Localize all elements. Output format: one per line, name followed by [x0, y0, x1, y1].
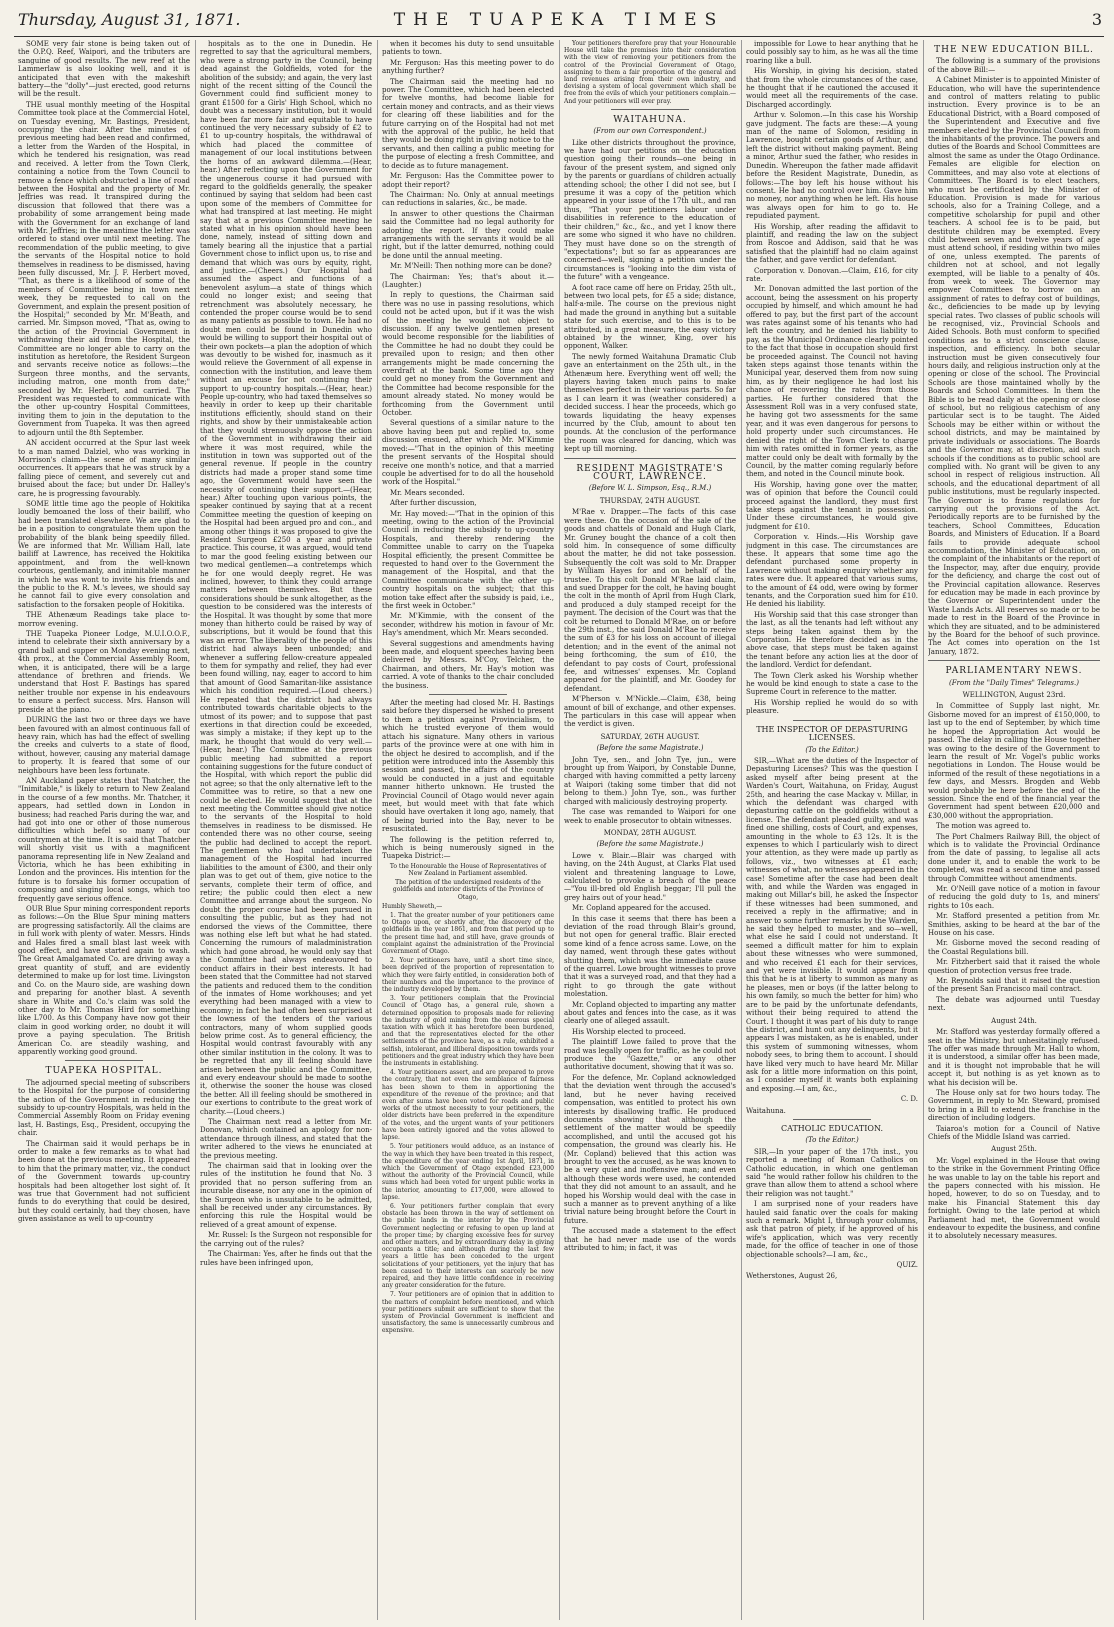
news-paragraph: THE usual monthly meeting of the Hospital Committee took place at the Commercial Hotel, on Tuesday evening, Mr. Bastings, President, occupying the chair. After the minutes of previous meeting had been read and confirmed, a letter from the Warden of the Hospital, in which he tendered his resignation, was read and received. A letter from the Town Clerk, containing a notice from the Town Council to remove a fence which obstructed a line of road between the Hospital and the property of Mr. Jeffries was read. It transpired during the discussion that followed that there was a probability of some arrangement being made with the Government for an exchange of land with Mr. Jeffries; in the meantime the letter was ordered to stand over until next meeting. The recommendation of the public meeting, to give the servants of the Hospital notice to hold themselves in readiness to be dismissed, having been fully discussed, Mr. J. F. Herbert moved, "That, as there is a likelihood of some of the members of Committee being in town next week, they be requested to call on the Government, and explain the present position of the Hospital;" seconded by Mr. M'Beath, and carried. Mr. Simpson moved, "That as, owing to the action of the Provincial Government in withdrawing their aid from the Hospital, the Committee are no longer able to carry on the institution as heretofore, the Resident Surgeon and servants receive notice as follows:—the Surgeon three months, and the servants, including matron, one month from date;" seconded by Mr. Herbert, and carried. The President was requested to communicate with the other up-country Hospital Committees, inviting them to join in the deputation to the Government from Tuapeka. It was then agreed to adjourn until the 8th September.: [18, 100, 190, 437]
news-paragraph: The following is a summary of the provisions of the above Bill:—: [928, 57, 1100, 74]
news-paragraph: Mr. Reynolds said that it raised the question of the present San Francisco mail contract.: [928, 977, 1100, 994]
petition-line: 3. Your petitioners complain that the Provincial Council of Otago has, a general rule, shown a determined opposition to proposals made for relieving the industry of gold mining from the onerous special taxation with which it has heretofore been burdened, and that the representatives elected for the other settlements of the province have, as a rule, exhibited a selfish, intolerant, and illiberal disposition towards your petitioners and the great industry which they have been the instruments in establishing.: [382, 995, 554, 1068]
news-dateline: WELLINGTON, August 23rd.: [962, 691, 1066, 700]
news-paragraph: The plaintiff Lowe failed to prove that the road was legally open for traffic, as he could not produce the "Gazette," or any other authoritative document, showing that it was so.: [564, 1038, 736, 1072]
news-paragraph: In Committee of Supply last night, Mr. Gisborne moved for an imprest of £150,000, to last up to the end of September, by which time he hoped the Appropriation Act would be passed. The delay in calling the House together was owing to the desire of the Government to learn the result of Mr. Vogel's public works negotiations in London. The House would be informed of the result of these negotiations in a few days, and Messrs. Brogden and Webb would probably be here before the end of the session. Since the end of the financial year the Government had spent between £20,000 and £30,000 without the appropriation.: [928, 702, 1100, 820]
masthead: [14, 6, 1104, 37]
news-paragraph: THE Athenæum Readings take place to-morrow evening.: [18, 611, 190, 628]
byline: (To the Editor.): [805, 1136, 859, 1145]
news-paragraph: The House only sat for two hours today. The Government, in reply to Mr. Steward, promised to bring in a Bill to extend the franchise in the direction of including lodgers.: [928, 1088, 1100, 1123]
section-heading: PARLIAMENTARY NEWS.: [945, 666, 1083, 677]
news-paragraph: For the defence, Mr. Copland acknowledged that the deviation went through the accused's land, but he never having received compensation, was entitled to protect his own interests by disallowing traffic. He produced documents showing that although the settlement of the matter would be speedily accomplished, and until the accused got his compensation, the ground was clearly his. He (Mr. Copland) believed that this action was brought to vex the accused, as he was known to be a very quiet and inoffensive man; and even although these words were used, he contended that they did not amount to an assault, and he hoped his Worship would deal with the case in such a manner as to prevent anything of a like trivial nature being brought before the Court in future.: [564, 1073, 736, 1225]
news-paragraph: Mr. Stafford presented a petition from Mr. Smithies, asking to be heard at the bar of the House on his case.: [928, 912, 1100, 938]
petition-line: The petition of the undersigned residents of the goldfields and interior districts of the Province of Otago,: [392, 879, 544, 901]
news-paragraph: The Chairman: Yes, after he finds out that the rules have been infringed upon,: [200, 1250, 372, 1267]
byline: (Before the same Magistrate.): [596, 840, 704, 849]
petition-line: 4. Your petitioners assert, and are prepared to prove the contrary, that not even the semblance of fairness has been shown to them in apportioning the expenditure of the revenue of the province; and that even after sums have been voted for roads and public works of the utmost necessity to your petitioners, the older districts have been preferred in the expenditure of the votes, and the urgent wants of your petitioners have been entirely ignored and the votes allowed to lapse.: [382, 1069, 554, 1142]
news-paragraph: Mr. Gisborne moved the second reading of the Coastal Regulations bill.: [928, 939, 1100, 956]
column-rule: [377, 40, 378, 1620]
section-heading: THE NEW EDUCATION BILL.: [934, 45, 1094, 55]
petition-line: 5. Your petitioners would adduce, as an instance of the way in which they have been treated in this respect, the expenditure of the year ending 1st April, 1871, in which the Government of Otago expended £23,000 without the authority of the Provincial Council, while sums which had been voted for urgent public works in the interior, amounting to £17,000, were allowed to lapse.: [382, 1143, 554, 1201]
news-paragraph: impossible for Lowe to hear anything that he could possibly say to him, as he was all the time roaring like a bull.: [746, 40, 918, 65]
news-paragraph: I am surprised none of your readers have hauled said fanatic over the coals for making such a remark. Might I, through your columns, ask that patron of piety, if he approved of his wife's application, which was very recently made, for the office of teacher in one of those objectionable schools?—I am, &c.,: [746, 1200, 918, 1259]
news-paragraph: M'Pherson v. M'Nickle.—Claim, £38, being amount of bill of exchange, and other expenses. The particulars in this case will appear when the verdict is given.: [564, 695, 736, 729]
column-3: [382, 40, 554, 1620]
news-paragraph: Mr. Ferguson: Has the Committee power to adopt their report?: [382, 172, 554, 189]
byline: (From our own Correspondent.): [593, 127, 707, 136]
news-paragraph: His Worship replied he would do so with pleasure.: [746, 698, 918, 716]
news-dateline: August 25th.: [991, 1145, 1037, 1154]
news-paragraph: Mr. Hay moved:—"That in the opinion of this meeting, owing to the action of the Provincial Council in reducing the subsidy to up-country Hospitals, and thereby rendering the Committee unable to carry on the Tuapeka Hospital efficiently, the present Committee be requested to hand over to the Government the management of the Hospital, and that the Committee communicate with the other up-country hospitals on the subject; that this motion take effect after the subsidy is paid, i.e., the first week in October.": [382, 509, 554, 610]
news-paragraph: The following is the petition referred to, which is being numerously signed in the Tuapeka District:—: [382, 835, 554, 861]
section-heading: CATHOLIC EDUCATION.: [780, 1123, 883, 1133]
signature: C. D.: [900, 1095, 918, 1104]
news-paragraph: In reply to questions, the Chairman said there was no use in passing resolutions, which could not be acted upon, but if it was the wish of the meeting he would not object to discussion. If any twelve gentlemen present would become responsible for the liabilities of the Committee he had no doubt they could be prevailed upon to resign; and then other arrangements might be made concerning the overdraft at the bank. Some time ago they could get no money from the Government and the Committee had become responsible for the amount already stated. No money would be forthcoming from the Government until October.: [382, 291, 554, 418]
petition-line: Humbly Sheweth,—: [382, 902, 443, 910]
news-paragraph: Corporation v. Hinds.—His Worship gave judgment in this case. The circumstances are these. It appears that some time ago the defendant purchased some property in Lawrence without making enquiry whether any rates were due. It appeared that various sums, to the amount of £4 odd, were owing by former tenants, and the Corporation sued him for £10. He denied his liability.: [746, 533, 918, 609]
newspaper-title: THE TUAPEKA TIMES: [393, 10, 725, 30]
news-paragraph: In answer to other questions the Chairman said the Committee had no legal authority for adopting the report. If they could make arrangements with the servants it would be all right, but if the latter demurred, nothing could be done until the annual meeting.: [382, 209, 554, 260]
news-paragraph: AN Auckland paper states that Thatcher, the "Inimitable," is likely to return to New Zealand in the course of a few months. Mr. Thatcher, it appears, had settled down in London in business; had reached Paris during the war, and had got into one or other of those numerous difficulties which befel so many of our countrymen at the time. It is said that Thatcher will shortly visit us with a magnificent panorama representing life in New Zealand and Victoria, which he has been exhibiting in London and the provinces. His intention for the future is to forsake his former occupation of composing and singing local songs, which too frequently gave serious offence.: [18, 776, 190, 903]
section-heading: WAITAHUNA.: [613, 114, 687, 125]
news-paragraph: The Chairman said it would perhaps be in order to make a few remarks as to what had been done at the previous meeting. It appeared to him that the primary matter, viz., the conduct of the Government towards up-country hospitals had been altogether lost sight of. It was true that Government had not sufficient funds to do everything that could be desired, but they could certainly, had they chosen, have given assistance as well to up-country: [18, 1139, 190, 1224]
news-paragraph: His Worship, in giving his decision, stated that from the whole circumstances of the case, he thought that if he cautioned the accused it would meet all the requirements of the case. Discharged accordingly.: [746, 67, 918, 109]
news-paragraph: His Worship, after reading the affidavit to plaintiff, and reading the law on the subject from Roscoe and Addison, said that he was satisfied that the plaintiff had no claim against the father, and gave verdict for defendant.: [746, 222, 918, 265]
news-paragraph: Mr. Donovan admitted the last portion of the account, being the assessment on his property occupied by himself, and which amount he had offered to pay, but the first part of the account was rates against some of his tenants who had left the country, and he denied his liability to pay, as the Municipal Ordinance clearly pointed to the fact that those in occupation should first be proceeded against. The Council not having taken steps against those tenants within the Municipal year, deserved them from now suing him, as by their negligence he had lost his chance of recovering the rates from those parties. He further considered that the Assessment Roll was in a very confused state, he having got two assessments for the same year, and it was even dangerous for persons to hold property under such circumstances. He denied the right of the Town Clerk to charge him with rates omitted in former years, as the matter could only be dealt with formally by the Council, by the matter coming regularly before them, and noted in the Council minute book.: [746, 285, 918, 479]
column-4: [564, 40, 736, 1620]
news-paragraph: Mr. O'Neill gave notice of a motion in favour of reducing the gold duty to 1s, and miners' rights to 10s each.: [928, 885, 1100, 910]
section-heading: THE INSPECTOR OF DEPASTURING LICENSES.: [756, 724, 908, 743]
news-paragraph: The accused made a statement to the effect that he had never made use of the words attributed to him; in fact, it was: [564, 1227, 736, 1253]
news-paragraph: The newly formed Waitahuna Dramatic Club gave an entertainment on the 25th ult., in the Athenæum here. Everything went off well; the players having taken much pains to make themselves perfect in their various parts. So far as I can learn it was (weather considered) a decided success. I hear the proceeds, which go towards liquidating the heavy expenses incurred by the Club, amount to about ten pounds. At the conclusion of the performance the room was cleared for dancing, which was kept up till morning.: [564, 352, 736, 454]
news-paragraph: His Worship, having gone over the matter, was of opinion that before the Council could proceed against the landlord, they must first take steps against the tenant in possession. Under these circumstances, he would give judgment for £10.: [746, 480, 918, 531]
news-dateline: August 24th.: [991, 1016, 1037, 1025]
column-rule: [559, 40, 560, 1620]
column-6: [928, 40, 1100, 1620]
news-paragraph: The debate was adjourned until Tuesday next.: [928, 995, 1100, 1013]
news-paragraph: The motion was agreed to.: [936, 822, 1031, 831]
news-paragraph: hospitals as to the one in Dunedin. He regretted to say that the agricultural members, who were a strong party in the Council, being dead against the Goldfields, voted for the abolition of the subsidy; and again, the very last night of the recent sitting of the Council the Government could find sufficient money to grant £1500 for a Girls' High School, which no doubt was a necessary institution, but it would have been far more fair and equitable to have continued the very necessary subsidy of £2 to £1 to up-country hospitals, the withdrawal of which had placed the committee of management of our local institutions between the horns of an awkward dilemma.—(Hear, hear.) After reflecting upon the Government for the ungenerous course it had pursued with regard to the goldfields generally, the speaker continued by saying that seldom had been cast upon some of the members of Committee for what had transpired at last meeting. He might say that at a previous Committee meeting he stated what in his opinion should have been done, namely, instead of sitting down and tamely bearing all the injustice that a partial Government chose to inflict upon us, to rise and demand that which was ours by equity, right, and justice.—(Cheers.) Our Hospital had assumed the aspect and functions of a benevolent asylum—a state of things which could no longer exist; and seeing that retrenchment was absolutely necessary, he contended the proper course would be to send as many patients as possible to town. He had no doubt men could be found in Dunedin who would be willing to support their hospital out of their own pockets—a plan the adoption of which was devoutly to be wished for, inasmuch as it would relieve the Government of all expense in connection with the institution, and leave them without an excuse for not continuing their support to up-country hospitals.—(Hear, hear.) People up-country, who had taxed themselves so heavily in order to keep up their charitable institutions efficiently, should stand on their rights, and show by their unmistakeable action that they would strenuously oppose the action of the Government in withdrawing their aid where it was most required, while the institution in town was supported out of the general revenue. If people in the country districts had made a proper stand some time ago, the Government would have seen the necessity of continuing their support.—(Hear, hear.) After touching upon various points, the speaker continued by saying that at a recent Committee meeting the question of keeping on the Hospital had been argued pro and con., and among other things it was proposed to give the Resident Surgeon £250 a year and private practice. This course, it was argued, would tend to mar the good feeling existing between our two medical gentlemen—a contretemps which he for one would deeply regret. He was inclined, however, to think they could arrange matters between themselves. But these considerations should be sunk altogether, as the question to be considered was the interests of the Hospital. It was thought by some that more money than hitherto could be raised by way of subscriptions, but it would be found that this was an error. The liberality of the people of this district had always been unbounded; and whenever a suffering fellow-creature appealed to them for sympathy and relief, they had ever been found willing, nay, eager to accord to him that amount of Good Samaritan-like assistance which his condition required.—(Loud cheers.) He repeated that the district had always contributed towards charitable objects to the utmost of its power; and to suppose that past exertions in that direction could be exceeded, was simply a mistake; if they kept up to the mark, he thought that would do very well.—(Hear, hear.) The Committee at the previous public meeting had submitted a report containing suggestions for the future conduct of the Hospital, with which report the public did not agree; so that the only alternative left to the Committee was to retire, so that a new one could be elected. He would suggest that at the next meeting the Committee should give notice to the servants of the Hospital to hold themselves in readiness to be dismissed. He contended there was no other course, seeing the public had declined to accept the report. The gentlemen who had undertaken the management of the Hospital had incurred liabilities to the amount of £300, and their only plan was to get out of them, give notice to the servants, complete their term of office, and retire; the public could then elect a new Committee and arrange about the surgeon. No doubt the proper course had been pursued in consulting the public, but as they had not endorsed the views of the Committee, there was nothing else left but what he had stated. Concerning the rumours of maladministration which had gone abroad, he would only say that the Committee had always endeavoured to conduct affairs in their best interests. It had been stated that the Committee had not starved the patients and reduced them to the condition of the inmates of Home workhouses; and yet everything had been managed with a view to economy; in fact he had often been surprised at the lowness of the tenders of the various contractors, many of whom supplied goods below prime cost. As to general efficiency, the Hospital would contrast favourably with any other similar institution in the colony. It was to be regretted that any ill feeling should have arisen between the public and the Committee, and every endeavour should be made to soothe it, otherwise the sooner the house was closed the better. All ill feeling should be smothered in our exertions to contribute to the great work of charity.—(Loud cheers.): [200, 40, 372, 1116]
section-heading: RESIDENT MAGISTRATE'S COURT, LAWRENCE.: [576, 463, 724, 483]
news-paragraph: Mr. Copland appeared for the accused.: [572, 904, 711, 913]
news-paragraph: THE Tuapeka Pioneer Lodge, M.U.I.O.O.F., intend to celebrate their sixth anniversary by a grand ball and supper on Monday evening next, 4th prox., at the Commercial Assembly Room, when, it is anticipated, there will be a large attendance of brethren and friends. We understand that Host F. Bastings has spared neither trouble nor expense in his endeavours to ensure a perfect success. Mrs. Hanson will preside at the piano.: [18, 630, 190, 714]
petition-line: 6. Your petitioners further complain that every obstacle has been thrown in the way of settlement on the public lands in the interior by the Provincial Government neglecting or refusing to open up land at the proper time; by charging excessive fees for survey and other matters, and by extraordinary delay in giving occupants a title; and although during the last few years a little has been conceded to the urgent solicitations of your petitioners, yet the injury that has been caused to their interests can scarcely be now repaired, and they have little confidence in receiving any greater consideration for the future.: [382, 1202, 554, 1290]
news-paragraph: The chairman said that in looking over the rules of the institution he found that No. 3 provided that no person suffering from an incurable disease, nor any one in the opinion of the Surgeon who is unsuitable to be admitted, shall be received under any circumstances. By enforcing this rule the Hospital would be relieved of a great amount of expense.: [200, 1162, 372, 1229]
news-paragraph: Mr. M'Kimmie, with the consent of the seconder, withdrew his motion in favour of Mr. Hay's amendment, which Mr. Mears seconded.: [382, 612, 554, 638]
news-paragraph: A Cabinet Minister is to appointed Minister of Education, who will have the superintendence and control of matters relating to public instruction. Every province is to be an Educational District, with a Board composed of the Superintendent and Executive and five members elected by the Provincial Council from the inhabitants of the province. The powers and duties of the Boards and School Committees are almost the same as under the Otago Ordinance. Females are eligible for election on Committees, and may also vote at elections of Committees. The Board is to elect teachers, who must be certificated by the Minister of Education. Provision is made for various schools, also for a Training College, and a competitive scholarship for pupil and other teachers. A school fee is to be paid, but destitute children may be exempted. Every child between seven and twelve years of age must attend school, if residing within two miles of one, unless exempted. The parents of children not at school, and not legally exempted, will be liable to a penalty of 40s. from week to week. The Governor may empower Committees to borrow on an assignment of rates to defray cost of buildings, &c., deficiencies to be made up by levying special rates. Two classes of public schools will be recognised, viz., Provincial Schools and Aided Schools. Both must conform to specified conditions as to a strict conscience clause, inspection, and efficiency. In both secular instruction must be given consecutively four hours daily, and religious instruction only at the opening or close of the school. The Provincial Schools are those maintained wholly by the Boards and School Committees. In them the Bible is to be read daily at the opening or close of school, but no religious catechism of any particular sect is to be taught. The Aided Schools may be either within or without the school districts, and may be maintained by private individuals or associations. The Boards and the Governor may, at discretion, aid such schools if the conditions as to public school are complied with. No grant will be given to any school in respect of religious instruction. All schools, and the educational department of all public institutions, must be regularly inspected. The Governor is to frame regulations for carrying out the provisions of the Act. Periodically reports are to be furnished by the teachers, School Committees, Education Boards, and Ministers of Education. If a Board fails to provide adequate school accommodation, the Minister of Education, on the complaint of the inhabitants or the report of the Inspector, may, after due enquiry, provide for the deficiency, and charge the cost out of the Provincial capitation allowance. Reserves for education may be made in each province by the Governor or Superintendent under the Waste Lands Acts. All reserves so made or to be made to rest in the Board of the Province in which they are situated, and to be administered by the Board for the behoof of such province. The Act comes into operation on the 1st January, 1872.: [928, 76, 1100, 656]
news-paragraph: Taiaroa's motion for a Council of Native Chiefs of the Middle Island was carried.: [928, 1124, 1100, 1141]
court-date: MONDAY, 28TH AUGUST.: [603, 828, 697, 837]
news-paragraph: when it becomes his duty to send unsuitable patients to town.: [382, 40, 554, 57]
news-paragraph: Mr. Copland objected to imparting any matter about gates and fences into the case, as it was clearly one of alleged assault.: [564, 1000, 736, 1026]
news-paragraph: Mr. Ferguson: Has this meeting power to do anything further?: [382, 58, 554, 76]
news-paragraph: Mr. M'Neill: Then nothing more can be done?: [390, 262, 552, 271]
news-paragraph: Lowe v. Blair.—Blair was charged with having, on the 24th August, at Clarks Flat used violent and threatening language to Lowe, calculated to provoke a breach of the peace—"You ill-bred old English beggar; I'll pull the grey hairs out of your head.": [564, 851, 736, 902]
news-paragraph: SIR,—In your paper of the 17th inst., you reported a meeting of Roman Catholics on Catholic education, in which one gentleman said "he would rather follow his children to the grave than allow them to attend a school where their religion was not taught.": [746, 1147, 918, 1198]
section-divider: [611, 109, 688, 110]
dateline: Waitahuna.: [746, 1106, 786, 1115]
news-paragraph: A foot race came off here on Friday, 25th ult., between two local pets, for £5 a side; distance, half-a-mile. The course on the previous night had made the ground in anything but a suitable state for such exercise, and to this is to be attributed, in a great measure, the easy victory obtained by the winner, King, over his opponent, Walker.: [564, 283, 736, 351]
news-paragraph: The adjourned special meeting of subscribers to the Hospital for the purpose of considering the action of the Government in reducing the subsidy to up-country Hospitals, was held in the Commercial Assembly Room on Friday evening last, H. Bastings, Esq., President, occupying the chair.: [18, 1078, 190, 1138]
news-paragraph: After further discussion,: [390, 499, 477, 508]
news-paragraph: In this case it seems that there has been a deviation of the road through Blair's ground, but not open for general traffic. Blair erected some kind of a fence across same. Lowe, on the day named, went through these gates without shutting them, which was the immediate cause of the quarrel. Lowe brought witnesses to prove that it was a surveyed road, and that they had a right to go through the gate without molestation.: [564, 914, 736, 999]
news-paragraph: AN accident occurred at the Spur last week to a man named Dalziel, who was working in Morrison's claim—the scene of many similar occurrences. It appears that he was struck by a falling piece of cement, and severely cut and bruised about the face; but under Dr. Halley's care, he is progressing favourably.: [18, 439, 190, 498]
byline: (Before the same Magistrate.): [596, 744, 704, 753]
page-number: 3: [1091, 10, 1102, 29]
petition-line: 2. Your petitioners have, until a short time since, been deprived of the proportion of representation to which they were fairly entitled, in consideration both of their numbers and the importance to the province of the industry developed by them.: [382, 957, 554, 994]
news-paragraph: Arthur v. Solomon.—In this case his Worship gave judgment. The facts are these:—A young man of the name of Solomon, residing in Lawrence, bought certain goods of Arthur, and left the district without making payment. Being a minor, Arthur sued the father, who resides in Dunedin. Whereupon the father made affidavit before the Resident Magistrate, Dunedin, as follows:—The boy left his house without his consent. He had no control over him. Gave him no money, nor anything when he left. His house was always open for him to go to. He repudiated payment.: [746, 111, 918, 221]
byline: (To the Editor.): [805, 745, 859, 754]
news-paragraph: Mr. Fitzherbert said that it raised the whole question of protection versus free trade.: [928, 958, 1100, 975]
petition-line: 1. That the greater number of your petitioners came to Otago upon, or shortly after, the discovery of the goldfields in the year 1861, and from that period up to the present time had, and still have, grave grounds of complaint against the administration of the Provincial Government of Otago.: [382, 912, 554, 956]
column-rule: [741, 40, 742, 1620]
news-paragraph: Several suggestions and amendments having been made, and eloquent speeches having been delivered by Messrs. M'Coy, Telcher, the Chairman, and others, Mr. Hay's motion was carried. A vote of thanks to the chair concluded the business.: [382, 639, 554, 690]
news-paragraph: M'Rae v. Drapper.—The facts of this case were these. On the occasion of the sale of the goods and chattels of Donald and Hugh Clark, Mr. Gruney bought the chance of a colt then sold him. In consequence of some difficulty about the matter, he did not take possession. Subsequently the colt was sold to Mr. Drapper by William Hayes for and on behalf of the trustee. To this colt Donald M'Rae laid claim, and sued Drapper for the colt, he having bought the colt in the month of April from Hugh Clark, and produced a duly stamped receipt for the payment. The decision of the Court was that the colt be returned to Donald M'Rae, on or before the 29th inst., the said Donald M'Rae to receive the sum of £3 for his loss on account of illegal detention; and in the event of the animal not being forthcoming, the sum of £10, the defendant to pay costs of Court, professional fee, and witnesses' expenses. Mr. Copland appeared for the plaintiff, and Mr. Goodey for defendant.: [564, 508, 736, 693]
byline: (From the "Daily Times" Telegrams.): [949, 678, 1079, 687]
column-1: [18, 40, 190, 1620]
news-paragraph: The Chairman said the meeting had no power. The Committee, which had been elected for twelve months, had become liable for certain money and contracts, and as their views for clearing off these liabilities and for the future carrying on of the Hospital had not met with the approval of the public, he held that they would be doing right in giving notice to the servants, and then calling a public meeting for the purpose of electing a fresh Committee, and to decide as to future management.: [382, 77, 554, 170]
news-paragraph: His Worship said that this case stronger than the last, as all the tenants had left without any steps being taken against them by the Corporation. He therefore decided as in the above case, that steps must be taken against the tenant before any action lies at the door of the landlord. Verdict for defendant.: [746, 610, 918, 670]
news-paragraph: Mr. Vogel explained in the House that owing to the strike in the Government Printing Office he was unable to lay on the table his report and the papers connected with his mission. He hoped, however, to do so on Tuesday, and to make his Financial Statement this day fortnight. Owing to the late period at which Parliament had met, the Government would endeavour to expedite the business, and confine it to absolutely necessary measures.: [928, 1156, 1100, 1241]
column-2: [200, 40, 372, 1620]
court-date: THURSDAY, 24TH AUGUST.: [599, 496, 701, 505]
section-divider: [928, 660, 1100, 661]
petition-line: To the Honourable the House of Representatives of New Zealand in Parliament assembled.: [389, 862, 547, 877]
signature: QUIZ.: [896, 1261, 918, 1270]
column-5: [746, 40, 918, 1620]
petition-line: 7. Your petitioners are of opinion that in addition to the matters of complaint before mentioned, and which your petitioners submit are sufficient to show that the system of Provincial Government is inefficient and unsatisfactory, the same is unnecessarily cumbrous and expensive.: [382, 1291, 554, 1335]
news-paragraph: Mr. Stafford was yesterday formally offered a seat in the Ministry, but unhesitatingly refused. The offer was made through Mr. Hall to whom, it is understood, a similar offer has been made, and it is thought not improbable that he will accept it, but nothing is as yet known as to what his decision will be.: [928, 1028, 1100, 1087]
news-paragraph: The Chairman next read a letter from Mr. Donovan, which contained an apology for non-attendance through illness, and stated that the writer adhered to the views he enunciated at the previous meeting.: [200, 1118, 372, 1160]
news-paragraph: John Tye, sen., and John Tye, jun., were brought up from Waipori, by Constable Dunne, charged with having committed a petty larceny at Waipori (taking some timber that did not belong to them.) John Tye, son., was further charged with maliciously destroying property.: [564, 755, 736, 806]
byline: (Before W. L. Simpson, Esq., R.M.): [588, 484, 712, 493]
section-divider: [65, 1060, 142, 1061]
section-divider: [793, 720, 870, 721]
news-paragraph: The case was remanded to Waipori for one week to enable prosecutor to obtain witnesses.: [564, 808, 736, 825]
news-paragraph: SIR,—What are the duties of the Inspector of Depasturing Licenses? This was the question I asked myself after being present at the Warden's Court, Waitahuna, on Friday, August 25th, and hearing the case Mackay v. Millar, in which the defendant was charged with depasturing cattle on the goldfields without a license. The defendant pleaded guilty, and was fined one shilling, costs of Court, and expenses, amounting in the whole to £3 12s. It is the expenses to which I particularly wish to direct your attention, as they were made up partly as follows, viz., two witnesses at £1 each; witnesses of what, no witnesses appeared in the case! Sometime after the case had been dealt with, and while the Warden was engaged in making out Millar's bill, he asked the Inspector if these witnesses had been summoned, and received a reply in the affirmative; and in answer to some further remarks by the Warden, he said they helped to muster, and so—well, what else he said I could not understand. It seemed a difficult matter for him to explain about these witnesses who were summoned, and who received £1 each for their services, and yet were invisible. It would appear from this that he is at liberty to summon as many as he pleases, men or boys (if the latter belong to his own family, so much the better for him) who are to be paid by the unfortunate defendants, without their being required to attend the Court. I thought it was part of his duty to range the district, and hunt out any delinquents, but it appears I was mistaken, as he is enabled, under this system of summoning witnesses, whom nobody sees, to bring them to account. I should have liked very much to have heard Mr. Millar ask for a little more information on this point, as I consider myself it wants both explaining and exposing.—I am, &c.,: [746, 756, 918, 1093]
news-paragraph: The Port Chalmers Railway Bill, the object of which is to validate the Provincial Ordinance from the date of passing, to legalise all acts done under it, and to enable the work to be completed, was read a second time and passed through Committee without amendments.: [928, 832, 1100, 883]
news-paragraph: Like other districts throughout the province, we have had our petitions on the education question going their rounds—one being in favour of the present system, and signed only by the parents or guardians of children actually attending school; the other I did not see, but I presume it was a copy of the petition which appeared in your issue of the 17th ult., and ran thus, "That your petitioners labour under disabilities in reference to the education of their children," &c., &c., and yet I know there are some who signed it who have no children. They must have done so on the strength of "expectations"; but so far as appearances are concerned—well, signing a petition under the circumstances is "looking into the dim vista of the future" with a vengeance.: [564, 138, 736, 282]
court-date: SATURDAY, 26TH AUGUST.: [600, 732, 700, 741]
dateline: Wetherstones, August 26,: [746, 1272, 838, 1281]
news-paragraph: Mr. Russel: Is the Surgeon not responsible for the carrying out of the rules?: [200, 1231, 372, 1248]
issue-date: Thursday, August 31, 1871.: [18, 10, 241, 29]
news-paragraph: OUR Blue Spur mining correspondent reports as follows:—On the Blue Spur mining matters are progressing satisfactorily. All the claims are in full work with plenty of water. Messrs. Hinds and Hales fired a small blast last week with good effect, and have started again to wash. The Great Amalgamated Co. are driving away a great quantity of stuff, and are evidently determined to make up for lost time. Livingston and Co. on the Mauro side, are washing down and preparing for another blast. A seventh share in White and Co.'s claim was sold the other day to Mr. Thomas Hird for something like L700. As this Company have now got their claim in good working order, no doubt it will prove a paying speculation. The British American Co. are steadily washing, and apparently working good ground.: [18, 905, 190, 1056]
news-paragraph: Several questions of a similar nature to the above having been put and replied to, some discussion ensued, after which Mr. M'Kimmie moved:—"That in the opinion of this meeting the present servants of the Hospital should receive one month's notice, and that a married couple be advertised for to do all the household work of the Hospital.": [382, 419, 554, 487]
section-heading: TUAPEKA HOSPITAL.: [45, 1066, 163, 1077]
news-paragraph: SOME very fair stone is being taken out of the O.P.Q. Reef, Waipori, and the tributers are sanguine of good results. The new reef at the Lammerlaw is also looking well, and it is anticipated that even with the makeshift battery—the "dolly"—just erected, good returns will be the result.: [18, 40, 190, 99]
news-paragraph: The Town Clerk asked his Worship whether he would be kind enough to state a case to the Supreme Court in reference to the matter.: [746, 671, 918, 697]
section-divider: [793, 1119, 870, 1120]
section-divider: [564, 458, 736, 459]
news-paragraph: His Worship elected to proceed.: [572, 1027, 686, 1036]
petition-line: Your petitioners therefore pray that your Honourable House will take the premises into their consideration with the view of removing your petitioners from the control of the Provincial Government of Otago, assigning to them a fair proportion of the general and land revenues arising from their own industry, and devising a system of local government which shall be free from the evils of which your petitioners complain.—And your petitioners will ever pray.: [564, 40, 736, 105]
column-rule: [195, 40, 196, 1620]
news-paragraph: Mr. Mears seconded.: [390, 488, 465, 497]
column-rule: [923, 40, 924, 1620]
news-paragraph: DURING the last two or three days we have been favoured with an almost continuous fall of heavy rain, which has had the effect of swelling the creeks and culverts to a state of flood, without, however, causing any material damage to property. It is feared that some of our neighbours have been less fortunate.: [18, 716, 190, 775]
news-paragraph: Corporation v. Donovan.—Claim, £16, for city rate.: [746, 266, 918, 283]
news-paragraph: The Chairman: Yes; that's about it.—(Laughter.): [382, 272, 554, 289]
news-paragraph: After the meeting had closed Mr. H. Bastings said before they dispersed he wished to present to them a petition against Provincialism, to which he trusted everyone of them would attach his signature. Many others in various parts of the province were at one with him in the object he desired to accomplish, and if the petition were introduced into the Assembly this session and passed, the affairs of the country would be conducted in a just and equitable manner hitherto unknown. He trusted the Provincial Council of Otago would never again meet, but would meet with that fate which should have overtaken it long ago, namely, that of being buried into the Bay, never to be resuscitated.: [382, 699, 554, 834]
news-paragraph: SOME little time ago the people of Hokitika loudly bemoaned the loss of their bailiff, who had been translated elsewhere. We are glad to be in a position to congratulate them upon the probability of the blank being speedily filled. We are informed that Mr. William Hall, late bailiff at Lawrence, has received the Hokitika appointment, and from the well-known courteous, gentlemanly, and inimitable manner in which he was wont to invite his friends and the public to the R. M.'s levees, we should say he cannot fail to give every consolation and satisfaction to the forsaken people of Hokitika.: [18, 499, 190, 609]
news-paragraph: The Chairman: No. Only at annual meetings can reductions in salaries, &c., be made.: [382, 190, 554, 208]
section-divider: [429, 694, 506, 695]
